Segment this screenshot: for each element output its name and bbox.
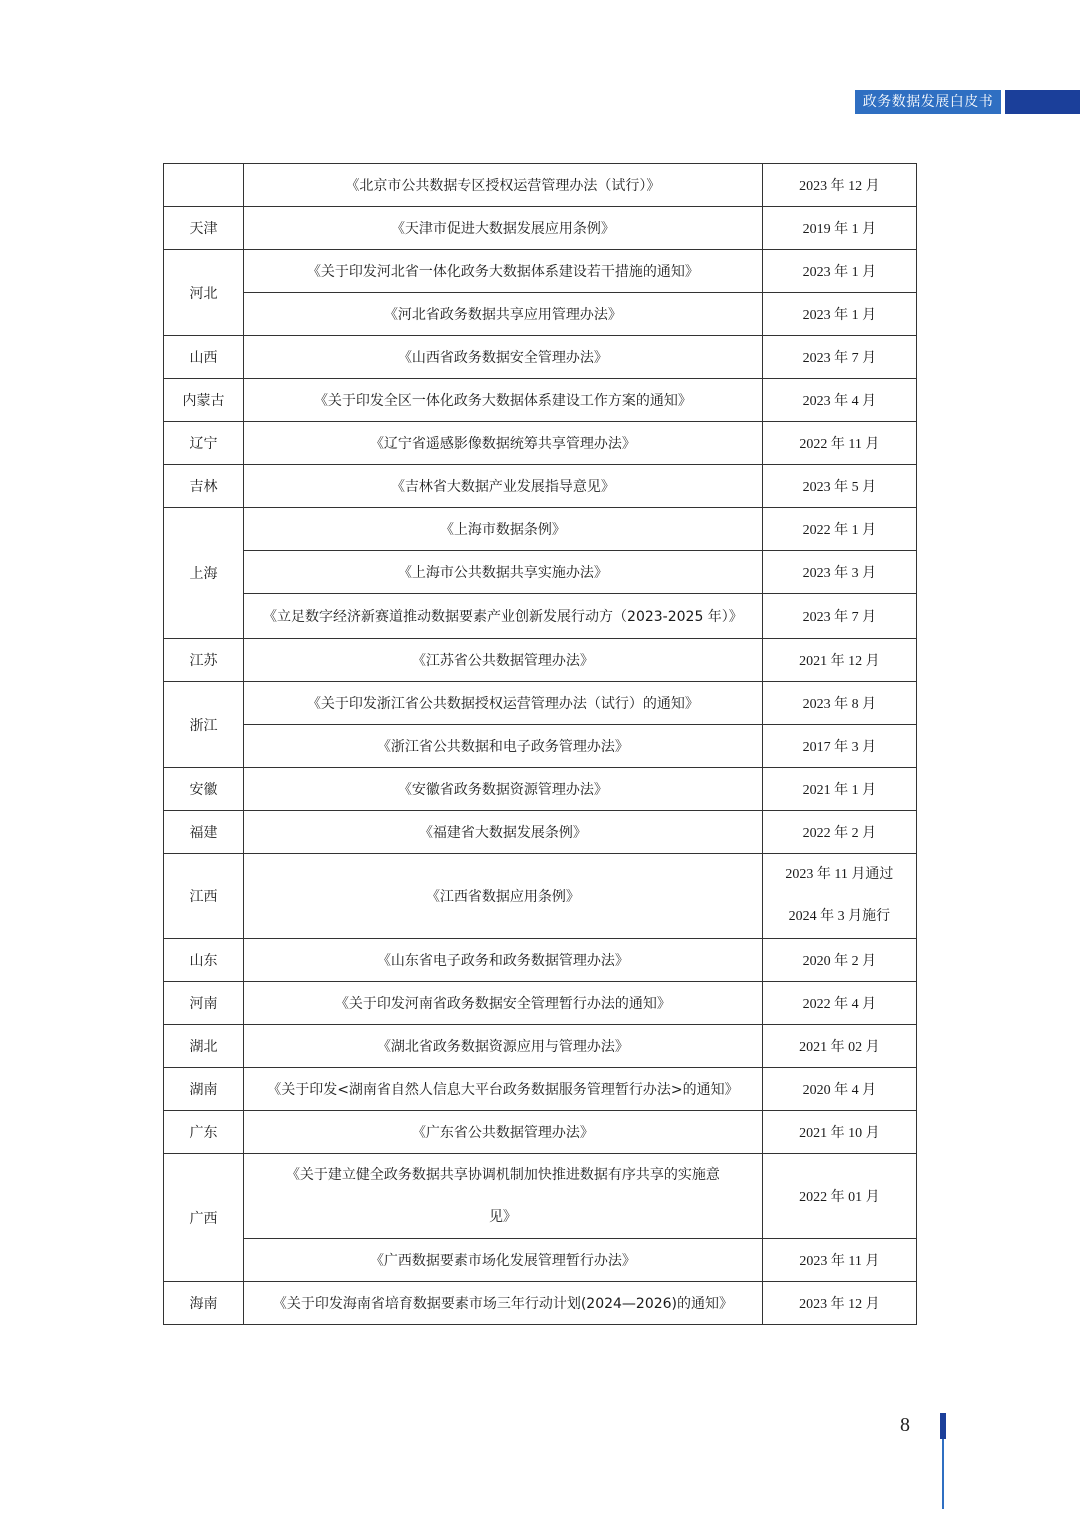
document-title: 《广西数据要素市场化发展管理暂行办法》	[244, 1239, 763, 1282]
document-title: 《关于印发海南省培育数据要素市场三年行动计划(2024—2026)的通知》	[244, 1282, 763, 1325]
region-cell: 天津	[164, 207, 244, 250]
document-title: 《北京市公共数据专区授权运营管理办法（试行）》	[244, 164, 763, 207]
issue-date: 2021 年 1 月	[762, 768, 916, 811]
table-row	[164, 508, 917, 551]
table-row	[164, 1239, 917, 1282]
document-title: 《山西省政务数据安全管理办法》	[244, 336, 763, 379]
document-title: 《浙江省公共数据和电子政务管理办法》	[244, 725, 763, 768]
table-row	[164, 422, 917, 465]
issue-date: 2021 年 12 月	[762, 639, 916, 682]
issue-date: 2023 年 3 月	[762, 551, 916, 594]
document-title: 《辽宁省遥感影像数据统筹共享管理办法》	[244, 422, 763, 465]
document-title: 《江苏省公共数据管理办法》	[244, 639, 763, 682]
region-cell: 河北	[164, 250, 244, 336]
table-row	[164, 164, 917, 207]
issue-date: 2019 年 1 月	[762, 207, 916, 250]
region-cell: 吉林	[164, 465, 244, 508]
issue-date-cell	[762, 854, 916, 939]
table-row	[164, 551, 917, 594]
document-title: 《关于印发浙江省公共数据授权运营管理办法（试行）的通知》	[244, 682, 763, 725]
issue-date: 2023 年 4 月	[762, 379, 916, 422]
issue-date: 2022 年 4 月	[762, 982, 916, 1025]
issue-date: 2023 年 12 月	[762, 1282, 916, 1325]
document-title: 《上海市数据条例》	[244, 508, 763, 551]
table-row	[164, 768, 917, 811]
header-accent-bar	[1005, 90, 1080, 114]
document-title: 《湖北省政务数据资源应用与管理办法》	[244, 1025, 763, 1068]
table-row	[164, 1025, 917, 1068]
issue-date: 2017 年 3 月	[762, 725, 916, 768]
issue-date: 2023 年 11 月	[762, 1239, 916, 1282]
effective-date: 2024 年 3 月施行	[788, 909, 891, 924]
issue-date: 2021 年 10 月	[762, 1111, 916, 1154]
issue-date: 2023 年 1 月	[762, 293, 916, 336]
issue-date: 2022 年 2 月	[762, 811, 916, 854]
table-row	[164, 639, 917, 682]
region-cell: 安徽	[164, 768, 244, 811]
issue-date: 2023 年 7 月	[762, 336, 916, 379]
document-title: 《关于印发河北省一体化政务大数据体系建设若干措施的通知》	[244, 250, 763, 293]
region-cell: 广西	[164, 1154, 244, 1282]
region-cell: 福建	[164, 811, 244, 854]
table-row	[164, 250, 917, 293]
table-row	[164, 725, 917, 768]
issue-date: 2023 年 8 月	[762, 682, 916, 725]
document-title: 《关于印发河南省政务数据安全管理暂行办法的通知》	[244, 982, 763, 1025]
region-cell: 湖南	[164, 1068, 244, 1111]
document-title: 《天津市促进大数据发展应用条例》	[244, 207, 763, 250]
region-cell: 内蒙古	[164, 379, 244, 422]
table-row	[164, 1282, 917, 1325]
document-title: 《关于建立健全政务数据共享协调机制加快推进数据有序共享的实施意	[285, 1167, 720, 1183]
region-cell: 上海	[164, 508, 244, 639]
issue-date: 2023 年 5 月	[762, 465, 916, 508]
document-title: 《关于印发<湖南省自然人信息大平台政务数据服务管理暂行办法>的通知》	[244, 1068, 763, 1111]
document-title: 《河北省政务数据共享应用管理办法》	[244, 293, 763, 336]
issue-date: 2021 年 02 月	[762, 1025, 916, 1068]
table-row	[164, 379, 917, 422]
table-row	[164, 336, 917, 379]
page-accent-line	[942, 1439, 944, 1509]
issue-date: 2022 年 11 月	[762, 422, 916, 465]
region-cell: 山东	[164, 939, 244, 982]
table-row	[164, 1111, 917, 1154]
policy-table	[163, 163, 917, 1325]
table-row	[164, 854, 917, 939]
region-cell: 浙江	[164, 682, 244, 768]
region-cell: 湖北	[164, 1025, 244, 1068]
table-row	[164, 939, 917, 982]
page-number: 8	[900, 1414, 910, 1436]
document-title: 《吉林省大数据产业发展指导意见》	[244, 465, 763, 508]
issue-date: 2022 年 01 月	[762, 1154, 916, 1239]
issue-date: 2020 年 4 月	[762, 1068, 916, 1111]
table-row	[164, 465, 917, 508]
table-row	[164, 293, 917, 336]
table-row	[164, 1154, 917, 1239]
document-title: 《关于印发全区一体化政务大数据体系建设工作方案的通知》	[244, 379, 763, 422]
region-cell: 海南	[164, 1282, 244, 1325]
region-cell: 广东	[164, 1111, 244, 1154]
page-accent-bar	[940, 1413, 946, 1439]
document-title: 《安徽省政务数据资源管理办法》	[244, 768, 763, 811]
document-title: 《立足数字经济新赛道推动数据要素产业创新发展行动方（2023-2025 年）》	[244, 594, 763, 639]
document-title: 《福建省大数据发展条例》	[244, 811, 763, 854]
issue-date: 2023 年 11 月通过	[785, 867, 894, 882]
issue-date: 2022 年 1 月	[762, 508, 916, 551]
table-row	[164, 982, 917, 1025]
table-row	[164, 1068, 917, 1111]
document-title-cell	[244, 1154, 763, 1239]
document-title: 《上海市公共数据共享实施办法》	[244, 551, 763, 594]
region-cell: 江西	[164, 854, 244, 939]
document-title: 《山东省电子政务和政务数据管理办法》	[244, 939, 763, 982]
region-cell: 江苏	[164, 639, 244, 682]
table-row	[164, 207, 917, 250]
issue-date: 2023 年 7 月	[762, 594, 916, 639]
document-title: 《广东省公共数据管理办法》	[244, 1111, 763, 1154]
table-row	[164, 811, 917, 854]
region-cell: 河南	[164, 982, 244, 1025]
issue-date: 2023 年 12 月	[762, 164, 916, 207]
table-row	[164, 682, 917, 725]
document-title: 《江西省数据应用条例》	[244, 854, 763, 939]
table-row	[164, 594, 917, 639]
region-cell: 辽宁	[164, 422, 244, 465]
region-cell	[164, 164, 244, 207]
document-title-continued: 见》	[488, 1209, 517, 1225]
issue-date: 2020 年 2 月	[762, 939, 916, 982]
issue-date: 2023 年 1 月	[762, 250, 916, 293]
region-cell: 山西	[164, 336, 244, 379]
header-title: 政务数据发展白皮书	[855, 90, 1001, 114]
